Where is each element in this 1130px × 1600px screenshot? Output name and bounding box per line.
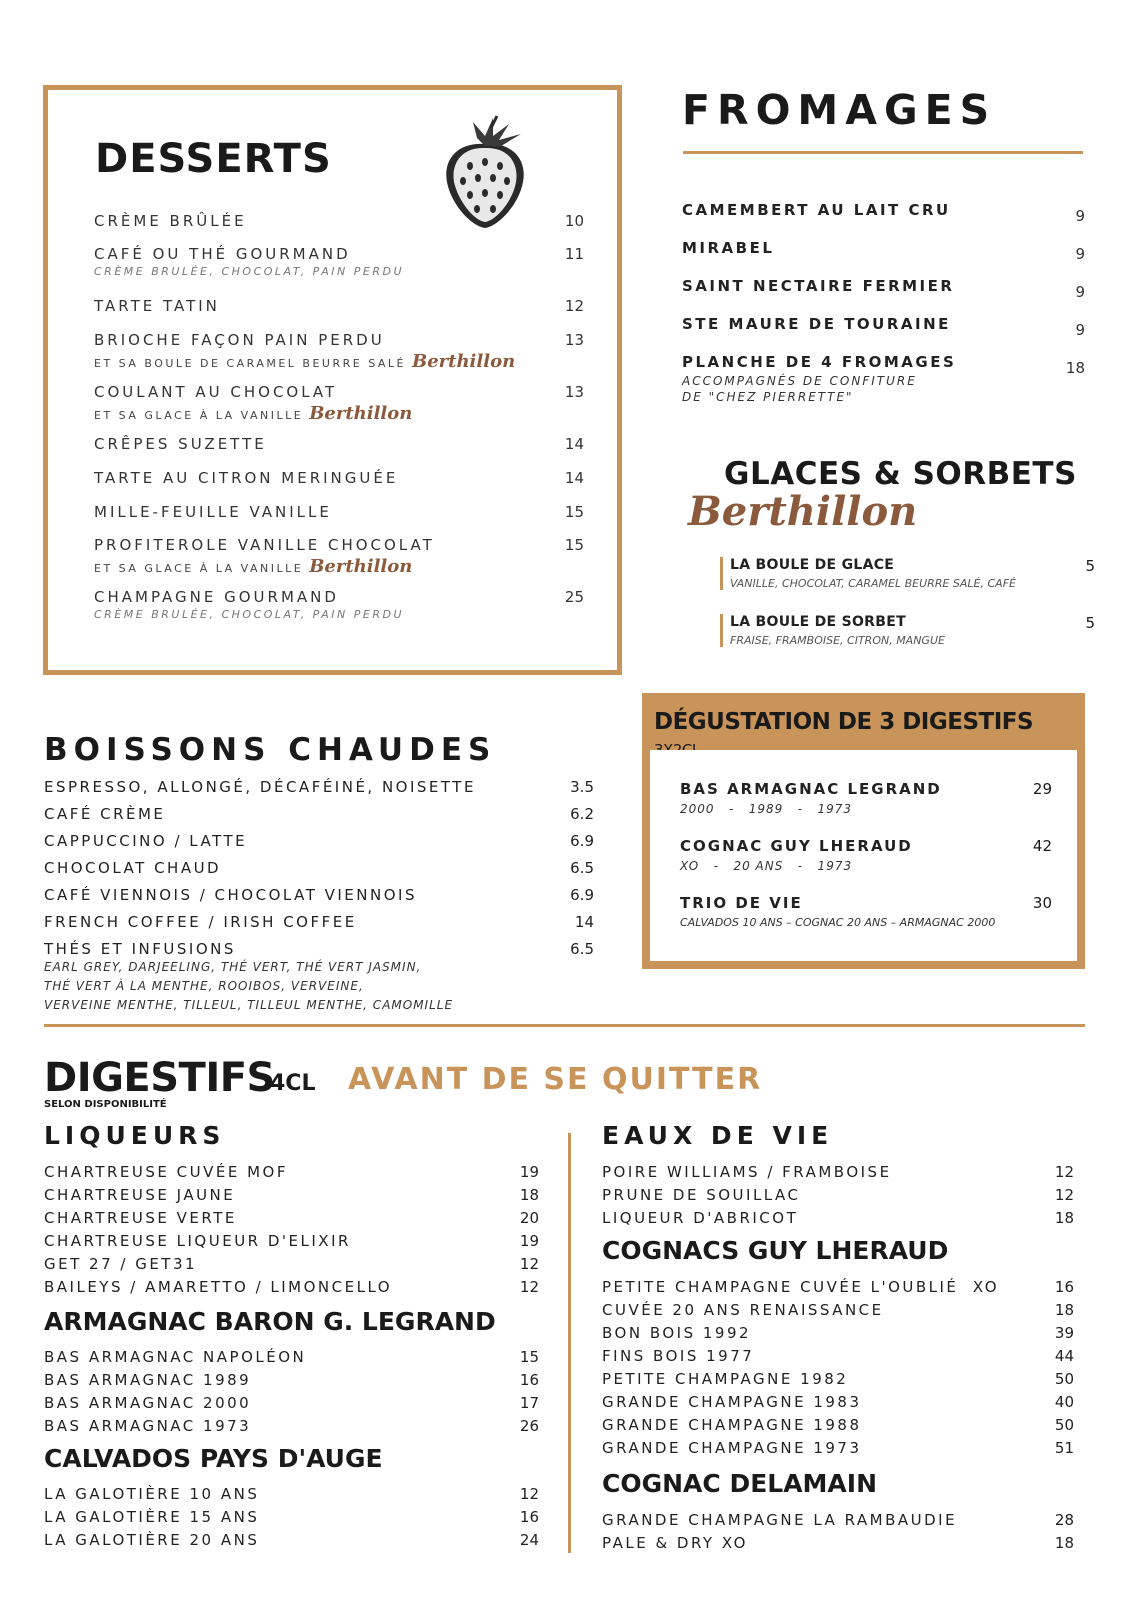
liqueur-item [44, 1186, 539, 1204]
dessert-price: 10 [564, 212, 584, 230]
dessert-description [94, 351, 584, 372]
dessert-name: TARTE TATIN [94, 297, 220, 315]
degustation-item [680, 837, 1052, 873]
glace-flavors: VANILLE, CHOCOLAT, CARAMEL BEURRE SALÉ, CAFÉ [730, 577, 1016, 590]
dessert-name: CHAMPAGNE GOURMAND [94, 588, 339, 606]
liqueur-name: BAILEYS / AMARETTO / LIMONCELLO [44, 1278, 393, 1296]
dessert-name: CAFÉ OU THÉ GOURMAND [94, 245, 351, 263]
armagnac-price: 26 [519, 1417, 539, 1435]
fromage-price: 9 [1075, 207, 1085, 225]
cognac-price: 18 [1054, 1534, 1074, 1552]
boisson-name: CAFÉ VIENNOIS / CHOCOLAT VIENNOIS [44, 886, 417, 904]
liqueurs-title: LIQUEURS [44, 1121, 226, 1150]
calvados-title: CALVADOS PAYS D'AUGE [44, 1444, 383, 1473]
dessert-item [94, 469, 584, 487]
dessert-description-text: ET SA GLACE À LA VANILLE [94, 409, 304, 422]
fromage-name: MIRABEL [682, 239, 775, 257]
dessert-description [94, 556, 584, 577]
dessert-price: 14 [564, 435, 584, 453]
infusions-line: THÉ VERT À LA MENTHE, ROOIBOS, VERVEINE, [44, 979, 364, 993]
cognac-item [602, 1511, 1074, 1529]
cognac-item [602, 1347, 1074, 1365]
degustation-price: 29 [1032, 780, 1052, 798]
boissons-title: BOISSONS CHAUDES [44, 732, 497, 768]
cognac-item [602, 1416, 1074, 1434]
eaux-de-vie-title: EAUX DE VIE [602, 1121, 834, 1150]
dessert-item [94, 588, 584, 621]
boisson-price: 6.5 [570, 940, 594, 958]
cognac-price: 50 [1054, 1416, 1074, 1434]
degustation-item [680, 780, 1052, 816]
eau-de-vie-name: LIQUEUR D'ABRICOT [602, 1209, 799, 1227]
dessert-item [94, 297, 584, 315]
dessert-description-text: ET SA GLACE À LA VANILLE [94, 562, 304, 575]
dessert-item [94, 536, 584, 577]
dessert-price: 15 [564, 536, 584, 554]
calvados-name: LA GALOTIÈRE 20 ANS [44, 1531, 260, 1549]
fromage-item [682, 353, 1085, 404]
calvados-item [44, 1508, 539, 1526]
armagnac-item [44, 1394, 539, 1412]
fromage-description: DE "CHEZ PIERRETTE" [682, 390, 854, 404]
liqueur-price: 12 [519, 1255, 539, 1273]
fromages-title: FROMAGES [682, 86, 997, 134]
glace-price: 5 [1085, 557, 1095, 575]
boisson-item [44, 859, 594, 877]
degustation-description: 2000 - 1989 - 1973 [680, 802, 853, 816]
dessert-price: 11 [564, 245, 584, 263]
dessert-name: PROFITEROLE VANILLE CHOCOLAT [94, 536, 435, 554]
berthillon-logo: Berthillon [688, 488, 918, 535]
dessert-price: 25 [564, 588, 584, 606]
dessert-item [94, 435, 584, 453]
boisson-price: 14 [574, 913, 594, 931]
armagnac-price: 17 [519, 1394, 539, 1412]
boisson-price: 3.5 [570, 778, 594, 796]
armagnac-name: BAS ARMAGNAC NAPOLÉON [44, 1348, 307, 1366]
glace-name: LA BOULE DE GLACE [730, 557, 895, 573]
availability-note: SELON DISPONIBILITÉ [44, 1099, 167, 1110]
dessert-description [94, 403, 584, 424]
fromage-item [682, 277, 1085, 301]
cognac-item [602, 1324, 1074, 1342]
cognac-item [602, 1534, 1074, 1552]
calvados-price: 24 [519, 1531, 539, 1549]
degustation-section [642, 693, 1085, 969]
dessert-description: CRÈME BRULÉE, CHOCOLAT, PAIN PERDU [94, 265, 405, 278]
berthillon-logo: Berthillon [309, 556, 413, 577]
glace-price: 5 [1085, 614, 1095, 632]
liqueur-item [44, 1232, 539, 1250]
digestifs-size: 4CL [270, 1071, 316, 1096]
cognac-name: GRANDE CHAMPAGNE 1983 [602, 1393, 862, 1411]
digestifs-tagline: AVANT DE SE QUITTER [348, 1062, 763, 1097]
armagnac-price: 16 [519, 1371, 539, 1389]
desserts-title: DESSERTS [95, 136, 332, 182]
armagnac-title: ARMAGNAC BARON G. LEGRAND [44, 1307, 496, 1336]
lheraud-title: COGNACS GUY LHERAUD [602, 1236, 949, 1265]
liqueur-name: CHARTREUSE CUVÉE MOF [44, 1163, 288, 1181]
section-divider [44, 1024, 1085, 1027]
fromage-name: SAINT NECTAIRE FERMIER [682, 277, 955, 295]
eau-de-vie-price: 18 [1054, 1209, 1074, 1227]
armagnac-item [44, 1348, 539, 1366]
dessert-name: BRIOCHE FAÇON PAIN PERDU [94, 331, 385, 349]
boisson-name: FRENCH COFFEE / IRISH COFFEE [44, 913, 357, 931]
dessert-description-text: ET SA BOULE DE CARAMEL BEURRE SALÉ [94, 357, 406, 370]
glace-item [720, 614, 1095, 647]
liqueur-price: 19 [519, 1163, 539, 1181]
liqueur-name: CHARTREUSE LIQUEUR D'ELIXIR [44, 1232, 351, 1250]
boisson-price: 6.2 [570, 805, 594, 823]
calvados-name: LA GALOTIÈRE 10 ANS [44, 1485, 260, 1503]
cognac-price: 51 [1054, 1439, 1074, 1457]
armagnac-name: BAS ARMAGNAC 2000 [44, 1394, 252, 1412]
cognac-price: 50 [1054, 1370, 1074, 1388]
liqueur-item [44, 1209, 539, 1227]
boisson-item [44, 913, 594, 931]
cognac-item [602, 1439, 1074, 1457]
fromage-item [682, 201, 1085, 225]
liqueur-price: 19 [519, 1232, 539, 1250]
boisson-name: CHOCOLAT CHAUD [44, 859, 222, 877]
liqueur-name: GET 27 / GET31 [44, 1255, 198, 1273]
dessert-item [94, 245, 584, 278]
dessert-price: 14 [564, 469, 584, 487]
boisson-item [44, 805, 594, 823]
armagnac-item [44, 1371, 539, 1389]
column-divider [568, 1133, 571, 1553]
cognac-item [602, 1370, 1074, 1388]
cognac-item [602, 1301, 1074, 1319]
fromage-price: 9 [1075, 321, 1085, 339]
digestifs-title: DIGESTIFS [44, 1055, 275, 1101]
fromage-price: 9 [1075, 283, 1085, 301]
boisson-item [44, 832, 594, 850]
calvados-price: 12 [519, 1485, 539, 1503]
liqueur-price: 18 [519, 1186, 539, 1204]
armagnac-price: 15 [519, 1348, 539, 1366]
dessert-price: 13 [564, 383, 584, 401]
calvados-item [44, 1531, 539, 1549]
calvados-price: 16 [519, 1508, 539, 1526]
cognac-item [602, 1393, 1074, 1411]
degustation-item [680, 894, 1052, 929]
infusions-line: VERVEINE MENTHE, TILLEUL, TILLEUL MENTHE, CAMOMILLE [44, 998, 454, 1012]
boisson-name: THÉS ET INFUSIONS [44, 940, 236, 958]
degustation-name: TRIO DE VIE [680, 894, 803, 912]
dessert-price: 12 [564, 297, 584, 315]
dessert-price: 15 [564, 503, 584, 521]
delamain-title: COGNAC DELAMAIN [602, 1469, 877, 1498]
cognac-name: GRANDE CHAMPAGNE LA RAMBAUDIE [602, 1511, 958, 1529]
fromage-name: CAMEMBERT AU LAIT CRU [682, 201, 951, 219]
dessert-name: TARTE AU CITRON MERINGUÉE [94, 469, 399, 487]
degustation-panel [650, 750, 1077, 961]
eau-de-vie-price: 12 [1054, 1163, 1074, 1181]
glace-item [720, 557, 1095, 590]
fromages-divider [683, 151, 1083, 154]
cognac-price: 28 [1054, 1511, 1074, 1529]
degustation-name: BAS ARMAGNAC LEGRAND [680, 780, 942, 798]
dessert-name: COULANT AU CHOCOLAT [94, 383, 338, 401]
liqueur-item [44, 1278, 539, 1296]
boisson-price: 6.9 [570, 832, 594, 850]
fromage-item [682, 239, 1085, 263]
boisson-item [44, 940, 594, 958]
glace-flavors: FRAISE, FRAMBOISE, CITRON, MANGUE [730, 634, 945, 647]
dessert-name: MILLE-FEUILLE VANILLE [94, 503, 332, 521]
eau-de-vie-item [602, 1163, 1074, 1181]
liqueur-item [44, 1255, 539, 1273]
boisson-name: CAFÉ CRÈME [44, 805, 166, 823]
armagnac-name: BAS ARMAGNAC 1973 [44, 1417, 252, 1435]
dessert-name: CRÊPES SUZETTE [94, 435, 267, 453]
liqueur-name: CHARTREUSE VERTE [44, 1209, 237, 1227]
fromage-name: STE MAURE DE TOURAINE [682, 315, 951, 333]
glace-name: LA BOULE DE SORBET [730, 614, 906, 630]
degustation-name: COGNAC GUY LHERAUD [680, 837, 913, 855]
fromage-price: 9 [1075, 245, 1085, 263]
cognac-name: GRANDE CHAMPAGNE 1988 [602, 1416, 862, 1434]
eau-de-vie-item [602, 1209, 1074, 1227]
dessert-description: CRÈME BRULÉE, CHOCOLAT, PAIN PERDU [94, 608, 405, 621]
eau-de-vie-price: 12 [1054, 1186, 1074, 1204]
fromage-name: PLANCHE DE 4 FROMAGES [682, 353, 957, 371]
cognac-item [602, 1278, 1074, 1296]
eau-de-vie-name: PRUNE DE SOUILLAC [602, 1186, 801, 1204]
cognac-name: FINS BOIS 1977 [602, 1347, 755, 1365]
eau-de-vie-item [602, 1186, 1074, 1204]
fromage-item [682, 315, 1085, 339]
dessert-name: CRÈME BRÛLÉE [94, 212, 247, 230]
cognac-name: PETITE CHAMPAGNE 1982 [602, 1370, 849, 1388]
dessert-price: 13 [564, 331, 584, 349]
cognac-price: 39 [1054, 1324, 1074, 1342]
cognac-name: PETITE CHAMPAGNE CUVÉE L'OUBLIÉ XO [602, 1278, 1000, 1296]
cognac-name: GRANDE CHAMPAGNE 1973 [602, 1439, 862, 1457]
liqueur-item [44, 1163, 539, 1181]
degustation-description: CALVADOS 10 ANS – COGNAC 20 ANS – ARMAGNAC 2000 [680, 916, 996, 929]
cognac-name: BON BOIS 1992 [602, 1324, 752, 1342]
cognac-name: PALE & DRY XO [602, 1534, 748, 1552]
glaces-title: GLACES & SORBETS [724, 456, 1077, 492]
infusions-line: EARL GREY, DARJEELING, THÉ VERT, THÉ VERT JASMIN, [44, 960, 422, 974]
cognac-price: 18 [1054, 1301, 1074, 1319]
degustation-price: 42 [1032, 837, 1052, 855]
boisson-price: 6.5 [570, 859, 594, 877]
berthillon-logo: Berthillon [309, 403, 413, 424]
cognac-price: 44 [1054, 1347, 1074, 1365]
desserts-section [43, 85, 622, 675]
fromage-price: 18 [1065, 359, 1085, 377]
cognac-name: CUVÉE 20 ANS RENAISSANCE [602, 1301, 884, 1319]
infusions-list [44, 958, 514, 1015]
calvados-item [44, 1485, 539, 1503]
armagnac-item [44, 1417, 539, 1435]
degustation-title-text: DÉGUSTATION DE 3 DIGESTIFS [654, 709, 1034, 735]
eau-de-vie-name: POIRE WILLIAMS / FRAMBOISE [602, 1163, 892, 1181]
cognac-price: 16 [1054, 1278, 1074, 1296]
boisson-name: ESPRESSO, ALLONGÉ, DÉCAFÉINÉ, NOISETTE [44, 778, 476, 796]
calvados-name: LA GALOTIÈRE 15 ANS [44, 1508, 260, 1526]
dessert-item [94, 212, 584, 230]
dessert-item [94, 383, 584, 424]
fromage-description: ACCOMPAGNÉS DE CONFITURE [682, 374, 917, 388]
degustation-description: XO - 20 ANS - 1973 [680, 859, 853, 873]
liqueur-price: 12 [519, 1278, 539, 1296]
boisson-name: CAPPUCCINO / LATTE [44, 832, 248, 850]
dessert-item [94, 503, 584, 521]
armagnac-name: BAS ARMAGNAC 1989 [44, 1371, 252, 1389]
boisson-item [44, 778, 594, 796]
degustation-price: 30 [1032, 894, 1052, 912]
berthillon-logo: Berthillon [412, 351, 516, 372]
boisson-price: 6.9 [570, 886, 594, 904]
boisson-item [44, 886, 594, 904]
dessert-item [94, 331, 584, 372]
cognac-price: 40 [1054, 1393, 1074, 1411]
liqueur-price: 20 [519, 1209, 539, 1227]
liqueur-name: CHARTREUSE JAUNE [44, 1186, 236, 1204]
